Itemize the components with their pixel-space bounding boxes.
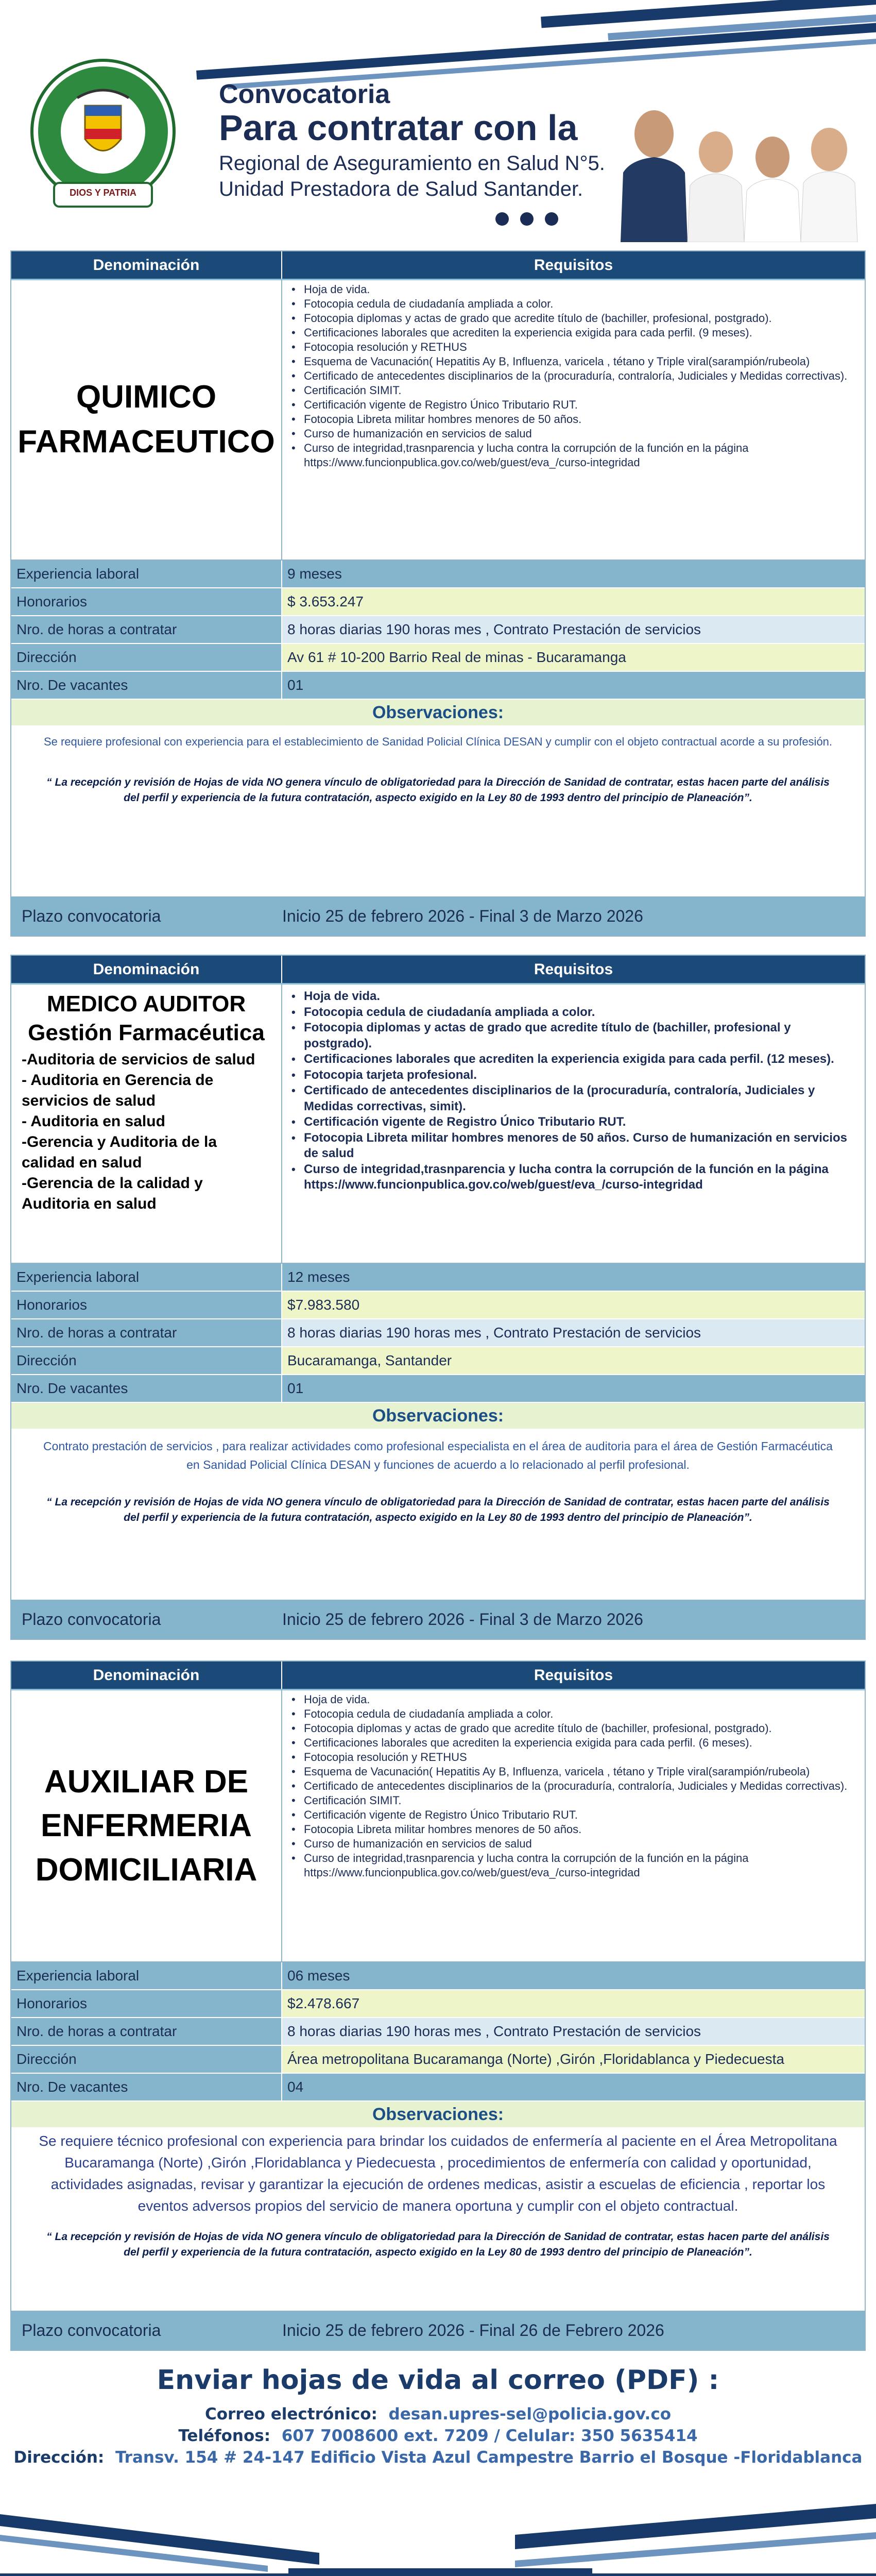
requirement-item: • Curso de integridad,trasnparencia y lucha contra la corrupción de la función en la página https://www.funcionpublica.gov.co/web/guest/eva_/curso-integridad: [289, 1851, 857, 1880]
row-experiencia: [11, 1962, 865, 1990]
requirement-item: • Hoja de vida.: [289, 282, 857, 297]
requirement-item: • Certificado de antecedentes disciplinarios de la (procuraduría, contraloría, Judiciales y Medidas correctivas).: [289, 369, 857, 383]
requirement-item: • Curso de humanización en servicios de salud: [289, 427, 857, 441]
requirement-item: • Curso de integridad,trasnparencia y lucha contra la corrupción de la función en la página https://www.funcionpublica.gov.co/web/guest/eva_/curso-integridad: [289, 1162, 857, 1193]
row-experiencia: [11, 1264, 865, 1292]
contact-footer: [0, 2365, 876, 2467]
requirement-item: • Curso de integridad,trasnparencia y lucha contra la corrupción de la función en la página https://www.funcionpublica.gov.co/web/guest/eva_/curso-integridad: [289, 441, 857, 470]
requirement-item: • Fotocopia tarjeta profesional.: [289, 1067, 857, 1083]
value-plazo: Inicio 25 de febrero 2026 - Final 3 de Marzo 2026: [282, 1609, 643, 1629]
row-direccion: [11, 644, 865, 672]
row-vacantes: [11, 2074, 865, 2102]
position-main: [11, 280, 865, 561]
value-horas: 8 horas diarias 190 horas mes , Contrato Prestación de servicios: [282, 616, 865, 643]
row-honorarios: [11, 1990, 865, 2018]
value-vacantes: 04: [282, 2074, 865, 2100]
footer-phone-line: [0, 2427, 876, 2445]
label-plazo: Plazo convocatoria: [22, 1609, 161, 1629]
position-name: MEDICO AUDITOR Gestión Farmacéutica: [28, 991, 265, 1045]
requirements-list: [282, 1690, 865, 1961]
row-horas: [11, 616, 865, 644]
header-title-block: [219, 80, 605, 202]
requirement-item: • Fotocopia Libreta militar hombres menores de 50 años. Curso de humanización en servicios de salud: [289, 1130, 857, 1162]
label-plazo: Plazo convocatoria: [22, 2320, 161, 2340]
footer-title: Enviar hojas de vida al correo (PDF) :: [157, 2365, 719, 2396]
requirement-item: • Fotocopia Libreta militar hombres menores de 50 años.: [289, 1822, 857, 1837]
row-experiencia: [11, 561, 865, 588]
requirement-item: • Esquema de Vacunación( Hepatitis Ay B, Influenza, varicela , tétano y Triple viral(sarampión/rubeola): [289, 1765, 857, 1779]
label-plazo: Plazo convocatoria: [22, 906, 161, 925]
observaciones-heading: Observaciones:: [11, 2102, 865, 2127]
requirement-item: • Certificación vigente de Registro Único Tributario RUT.: [289, 1114, 857, 1130]
label-experiencia: Experiencia laboral: [11, 1962, 282, 1989]
value-vacantes: 01: [282, 1375, 865, 1402]
specialty-line: -Gerencia de la calidad y Auditoria en salud: [22, 1175, 203, 1212]
requirement-item: • Certificación vigente de Registro Único Tributario RUT.: [289, 398, 857, 412]
header-denominacion: Denominación: [11, 251, 282, 279]
header-line-4: Unidad Prestadora de Salud Santander.: [219, 177, 583, 200]
row-plazo: [11, 896, 865, 936]
header-requisitos: Requisitos: [534, 960, 613, 978]
row-plazo: [11, 2311, 865, 2350]
value-horas: 8 horas diarias 190 horas mes , Contrato Prestación de servicios: [282, 2018, 865, 2045]
table-header: [11, 956, 865, 985]
header-denominacion: Denominación: [11, 956, 282, 983]
position-card-quimico: [10, 250, 866, 937]
requirement-item: • Esquema de Vacunación( Hepatitis Ay B, Influenza, varicela , tétano y Triple viral(sarampión/rubeola): [289, 354, 857, 369]
label-experiencia: Experiencia laboral: [11, 561, 282, 587]
value-honorarios: $7.983.580: [282, 1292, 865, 1318]
requirement-item: • Certificaciones laborales que acrediten la experiencia exigida para cada perfil. (12 meses).: [289, 1052, 857, 1067]
requirement-item: • Fotocopia cedula de ciudadanía ampliada a color.: [289, 1707, 857, 1721]
requirement-item: • Fotocopia diplomas y actas de grado que acredite título de (bachiller, profesional, postgrado).: [289, 311, 857, 326]
address-value: Transv. 154 # 24-147 Edificio Vista Azul Campestre Barrio el Bosque -Floridablanca: [115, 2448, 863, 2467]
position-card-auxiliar-enfermeria: [10, 1660, 866, 2351]
value-experiencia: 12 meses: [282, 1264, 865, 1291]
phone-label: Teléfonos:: [178, 2427, 271, 2445]
requirement-item: • Certificaciones laborales que acrediten la experiencia exigida para cada perfil. (9 meses).: [289, 326, 857, 340]
pagination-dots: [495, 212, 570, 228]
header-requisitos: Requisitos: [534, 256, 613, 274]
position-name: AUXILIAR DE ENFERMERIA DOMICILIARIA: [11, 1690, 282, 1961]
position-card-medico-auditor: [10, 955, 866, 1640]
label-honorarios: Honorarios: [11, 1990, 282, 2017]
value-direccion: Av 61 # 10-200 Barrio Real de minas - Bucaramanga: [282, 644, 865, 671]
observaciones-text: Contrato prestación de servicios , para realizar actividades como profesional especialista en el área de auditoria para el área de Gestión Farmacéutica en Sanidad Policial Clínica DESAN y funciones de acuerdo a lo relacionado al perfil profesional.: [43, 1439, 833, 1471]
staff-photo: [610, 85, 868, 242]
observaciones-text: Se requiere técnico profesional con experiencia para brindar los cuidados de enfermería al paciente en el Área Metropolitana Bucaramanga (Norte) ,Girón ,Floridablanca y Piedecuesta , procedimientos de enfermería con calidad y oportunidad, actividades asignadas, revisar y garantizar la ejecución de ordenes medicas, asistir a escuelas de eficiencia , reportar los eventos adversos propios del servicio de manera oportuna y cumplir con el objeto contractual.: [39, 2133, 837, 2214]
footer-email-line: [0, 2405, 876, 2424]
requirement-item: • Certificación SIMIT.: [289, 383, 857, 398]
requirement-item: • Fotocopia cedula de ciudadanía ampliada a color.: [289, 1005, 857, 1021]
row-plazo: [11, 1600, 865, 1639]
row-direccion: [11, 2046, 865, 2074]
label-vacantes: Nro. De vacantes: [11, 672, 282, 699]
position-name: QUIMICO FARMACEUTICO: [11, 280, 282, 560]
label-vacantes: Nro. De vacantes: [11, 1375, 282, 1402]
phone-value: 607 7008600 ext. 7209 / Celular: 350 5635414: [281, 2427, 698, 2445]
value-experiencia: 06 meses: [282, 1962, 865, 1989]
row-horas: [11, 1319, 865, 1347]
label-horas: Nro. de horas a contratar: [11, 616, 282, 643]
disclaimer-quote: “ La recepción y revisión de Hojas de vida NO genera vínculo de obligatoriedad para la Dirección de Sanidad de contratar, estas hacen parte del análisis del perfil y experiencia de la futura contratación, aspecto exigido en la Ley 80 de 1993 dentro del principio de Planeación”.: [46, 1496, 830, 1523]
row-horas: [11, 2018, 865, 2046]
value-vacantes: 01: [282, 672, 865, 699]
header-denominacion: Denominación: [11, 1662, 282, 1689]
specialty-line: - Auditoria en Gerencia de servicios de salud: [22, 1072, 214, 1109]
label-direccion: Dirección: [11, 1347, 282, 1374]
observaciones-heading: Observaciones:: [11, 700, 865, 725]
table-header: [11, 251, 865, 280]
value-direccion: Área metropolitana Bucaramanga (Norte) ,Girón ,Floridablanca y Piedecuesta: [282, 2046, 865, 2073]
requirement-item: • Fotocopia diplomas y actas de grado que acredite título de (bachiller, profesional y postgrado).: [289, 1020, 857, 1052]
requirement-item: • Fotocopia Libreta militar hombres menores de 50 años.: [289, 412, 857, 427]
position-main: [11, 985, 865, 1264]
requirements-list: [282, 985, 865, 1263]
label-horas: Nro. de horas a contratar: [11, 2018, 282, 2045]
requirement-item: • Fotocopia resolución y RETHUS: [289, 340, 857, 354]
label-honorarios: Honorarios: [11, 588, 282, 615]
value-plazo: Inicio 25 de febrero 2026 - Final 3 de Marzo 2026: [282, 906, 643, 925]
observaciones-text: Se requiere profesional con experiencia para el establecimiento de Sanidad Policial Clínica DESAN y cumplir con el objeto contractual acorde a su profesión.: [43, 735, 833, 748]
table-header: [11, 1662, 865, 1690]
disclaimer-quote: “ La recepción y revisión de Hojas de vida NO genera vínculo de obligatoriedad para la Dirección de Sanidad de contratar, estas hacen parte del análisis del perfil y experiencia de la futura contratación, aspecto exigido en la Ley 80 de 1993 dentro del principio de Planeación”.: [46, 2231, 830, 2258]
disclaimer-quote: “ La recepción y revisión de Hojas de vida NO genera vínculo de obligatoriedad para la Dirección de Sanidad de contratar, estas hacen parte del análisis del perfil y experiencia de la futura contratación, aspecto exigido en la Ley 80 de 1993 dentro del principio de Planeación”.: [46, 776, 830, 804]
value-direccion: Bucaramanga, Santander: [282, 1347, 865, 1374]
email-link[interactable]: desan.upres-sel@policia.gov.co: [388, 2405, 672, 2424]
observaciones-heading: Observaciones:: [11, 1403, 865, 1429]
value-plazo: Inicio 25 de febrero 2026 - Final 26 de Febrero 2026: [282, 2320, 664, 2340]
header-requisitos: Requisitos: [534, 1666, 613, 1684]
label-direccion: Dirección: [11, 644, 282, 671]
position-name-block: [11, 985, 282, 1263]
email-label: Correo electrónico:: [204, 2405, 377, 2424]
requirement-item: • Certificado de antecedentes disciplinarios de la (procuraduría, contraloría, Judiciales y Medidas correctivas, simit).: [289, 1083, 857, 1114]
position-main: [11, 1690, 865, 1962]
footer-decoration: [0, 2504, 876, 2576]
address-label: Dirección:: [13, 2448, 105, 2467]
requirement-item: • Curso de humanización en servicios de salud: [289, 1837, 857, 1851]
specialty-line: -Auditoria de servicios de salud: [22, 1051, 255, 1068]
label-vacantes: Nro. De vacantes: [11, 2074, 282, 2100]
header-line-1: Convocatoria: [219, 79, 390, 109]
row-honorarios: [11, 588, 865, 616]
header-banner: [0, 0, 876, 242]
row-direccion: [11, 1347, 865, 1375]
label-experiencia: Experiencia laboral: [11, 1264, 282, 1291]
requirement-item: • Fotocopia diplomas y actas de grado que acredite título de (bachiller, profesional, postgrado).: [289, 1721, 857, 1736]
requirement-item: • Certificado de antecedentes disciplinarios de la (procuraduría, contraloría, Judiciales y Medidas correctivas).: [289, 1779, 857, 1793]
requirements-list: [282, 280, 865, 560]
footer-address-line: [0, 2448, 876, 2467]
value-honorarios: $ 3.653.247: [282, 588, 865, 615]
value-experiencia: 9 meses: [282, 561, 865, 587]
logo-text-bottom: DIOS Y PATRIA: [70, 188, 136, 198]
header-line-2: Para contratar con la: [219, 108, 578, 148]
specialty-line: - Auditoria en salud: [22, 1113, 165, 1130]
label-direccion: Dirección: [11, 2046, 282, 2073]
row-honorarios: [11, 1292, 865, 1319]
requirement-item: • Fotocopia resolución y RETHUS: [289, 1750, 857, 1765]
value-horas: 8 horas diarias 190 horas mes , Contrato Prestación de servicios: [282, 1319, 865, 1346]
label-horas: Nro. de horas a contratar: [11, 1319, 282, 1346]
row-vacantes: [11, 1375, 865, 1403]
requirement-item: • Certificación SIMIT.: [289, 1793, 857, 1808]
row-vacantes: [11, 672, 865, 700]
label-honorarios: Honorarios: [11, 1292, 282, 1318]
header-line-3: Regional de Aseguramiento en Salud N°5.: [219, 151, 605, 175]
requirement-item: • Certificaciones laborales que acrediten la experiencia exigida para cada perfil. (6 meses).: [289, 1736, 857, 1750]
police-shield-logo: [28, 57, 178, 227]
specialty-line: -Gerencia y Auditoria de la calidad en salud: [22, 1133, 217, 1171]
value-honorarios: $2.478.667: [282, 1990, 865, 2017]
requirement-item: • Hoja de vida.: [289, 989, 857, 1005]
requirement-item: • Certificación vigente de Registro Único Tributario RUT.: [289, 1808, 857, 1822]
requirement-item: • Fotocopia cedula de ciudadanía ampliada a color.: [289, 297, 857, 311]
requirement-item: • Hoja de vida.: [289, 1692, 857, 1707]
